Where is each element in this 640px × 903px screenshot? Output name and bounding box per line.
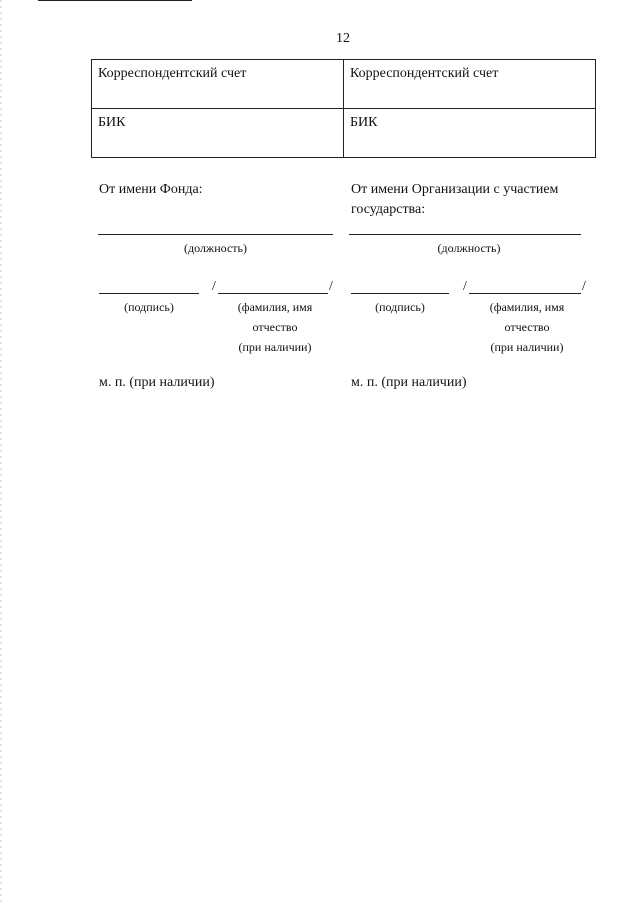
table-row [92, 109, 596, 158]
table-row [92, 60, 596, 109]
right-name-line [469, 293, 581, 294]
right-slash-close: / [582, 279, 586, 294]
right-party-heading: От имени Организации с участием государства: [351, 182, 559, 217]
name-caption-line: (фамилия, имя [489, 300, 565, 314]
right-position-line [349, 234, 581, 235]
right-signature-line [351, 293, 449, 294]
right-name-caption [474, 297, 580, 357]
table-cell-corr-account-right: Корреспондентский счет [344, 60, 596, 109]
table-cell-corr-account-left: Корреспондентский счет [92, 60, 344, 109]
page-number: 12 [336, 31, 350, 46]
right-signature-caption: (подпись) [375, 300, 425, 314]
left-stamp-note: м. п. (при наличии) [99, 375, 215, 390]
right-stamp-note: м. п. (при наличии) [351, 375, 467, 390]
right-slash-open: / [463, 279, 467, 294]
left-slash-open: / [212, 279, 216, 294]
name-caption-line: (при наличии) [490, 340, 564, 354]
right-position-caption: (должность) [437, 241, 501, 255]
scan-top-line [38, 0, 192, 1]
table-cell-bik-right: БИК [344, 109, 596, 158]
name-caption-line: (при наличии) [238, 340, 312, 354]
left-name-caption [222, 297, 328, 357]
left-slash-close: / [329, 279, 333, 294]
scan-edge-artifact [0, 0, 2, 903]
bank-details-table [91, 59, 596, 158]
left-party-heading: От имени Фонда: [99, 182, 203, 197]
name-caption-line: (фамилия, имя [237, 300, 313, 314]
left-signature-line [99, 293, 199, 294]
left-name-line [218, 293, 328, 294]
left-signature-caption: (подпись) [124, 300, 174, 314]
left-position-line [98, 234, 333, 235]
table-cell-bik-left: БИК [92, 109, 344, 158]
name-caption-line: отчество [252, 320, 298, 334]
left-position-caption: (должность) [184, 241, 247, 255]
name-caption-line: отчество [504, 320, 550, 334]
